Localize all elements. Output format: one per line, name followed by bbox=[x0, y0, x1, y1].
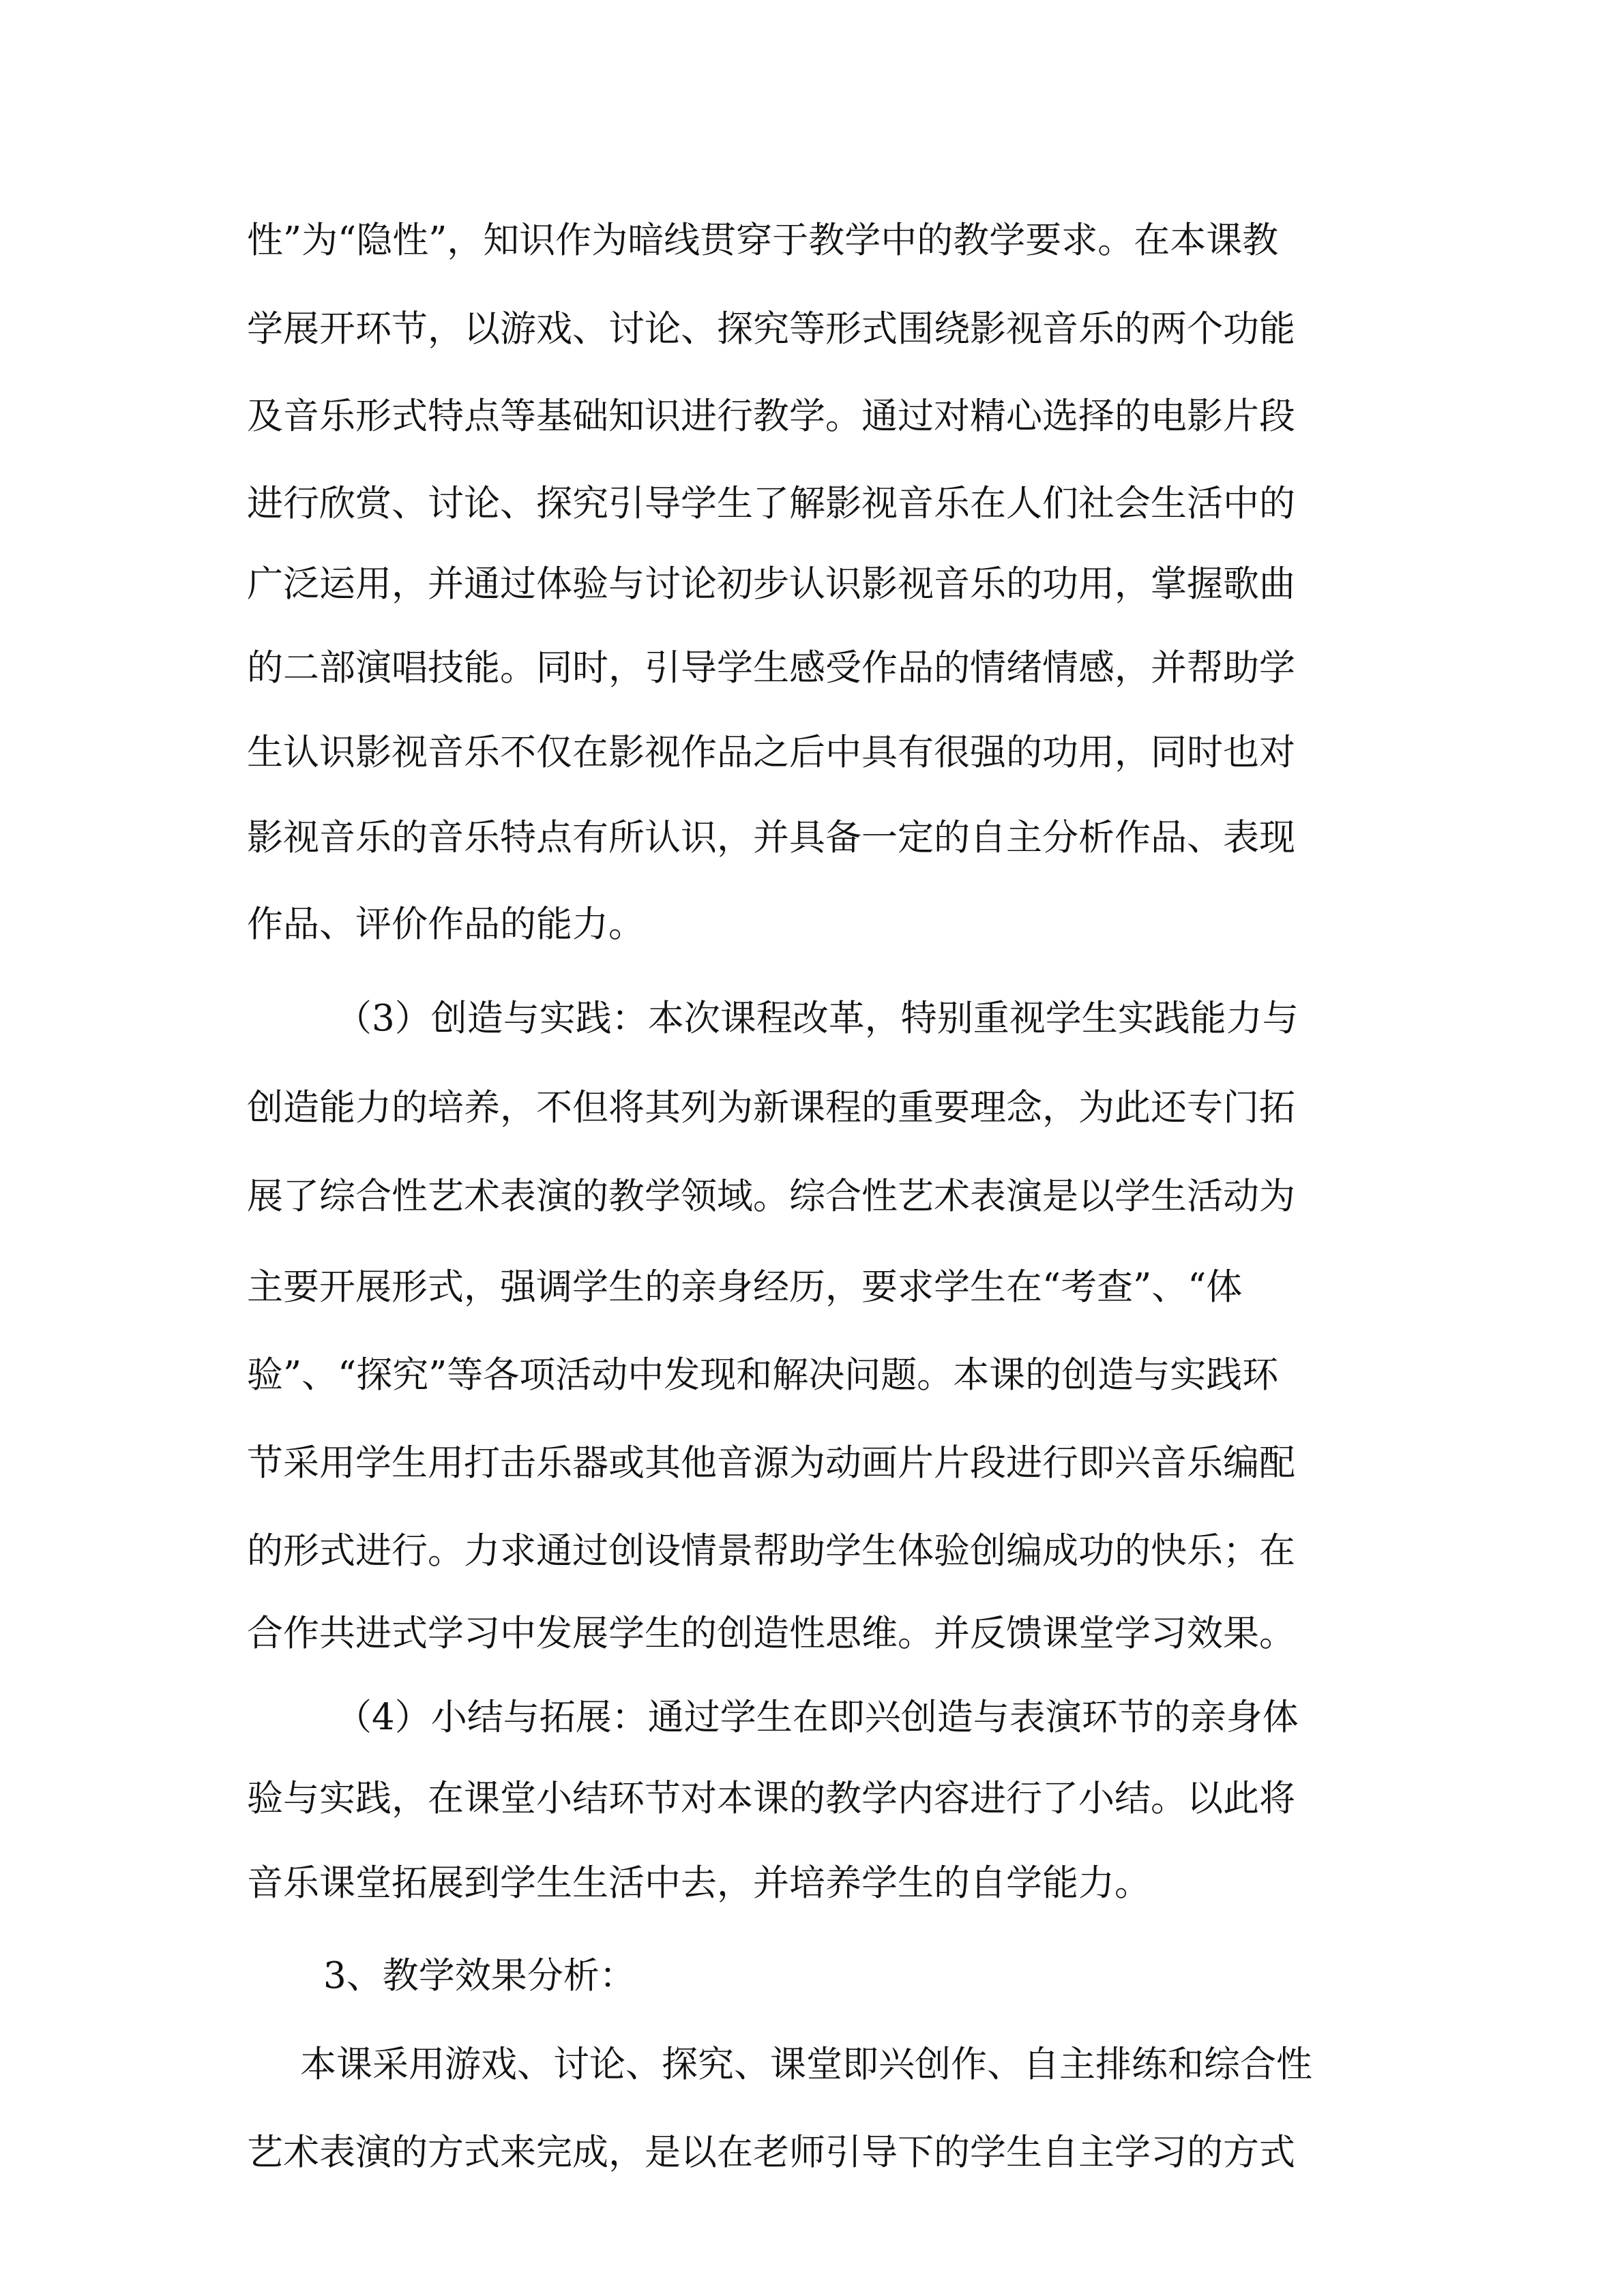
text-line: 本课采用游戏、讨论、探究、课堂即兴创作、自主排练和综合性 bbox=[300, 2044, 1312, 2085]
text-line: 展了综合性艺术表演的教学领域。综合性艺术表演是以学生活动为 bbox=[247, 1176, 1295, 1217]
text-line: 性”为“隐性”，知识作为暗线贯穿于教学中的教学要求。在本课教 bbox=[247, 220, 1279, 261]
text-line: 影视音乐的音乐特点有所认识，并具备一定的自主分析作品、表现 bbox=[247, 817, 1295, 859]
text-line: 艺术表演的方式来完成，是以在老师引导下的学生自主学习的方式 bbox=[247, 2132, 1295, 2173]
text-line: 创造能力的培养，不但将其列为新课程的重要理念，为此还专门拓 bbox=[247, 1087, 1295, 1129]
text-line: 及音乐形式特点等基础知识进行教学。通过对精心选择的电影片段 bbox=[247, 396, 1295, 437]
text-line: 作品、评价作品的能力。 bbox=[247, 904, 645, 945]
text-line: 主要开展形式，强调学生的亲身经历，要求学生在“考查”、“体 bbox=[247, 1266, 1243, 1308]
text-line: 生认识影视音乐不仅在影视作品之后中具有很强的功用，同时也对 bbox=[247, 732, 1295, 773]
paragraph-heading-summary-extension: （4）小结与拓展：通过学生在即兴创造与表演环节的亲身体 bbox=[336, 1697, 1299, 1738]
text-line: 合作共进式学习中发展学生的创造性思维。并反馈课堂学习效果。 bbox=[247, 1613, 1295, 1654]
text-line: 音乐课堂拓展到学生生活中去，并培养学生的自学能力。 bbox=[247, 1862, 1151, 1904]
text-line: 的二部演唱技能。同时，引导学生感受作品的情绪情感，并帮助学 bbox=[247, 647, 1295, 689]
text-line: 广泛运用，并通过体验与讨论初步认识影视音乐的功用，掌握歌曲 bbox=[247, 563, 1295, 605]
text-line: 进行欣赏、讨论、探究引导学生了解影视音乐在人们社会生活中的 bbox=[247, 483, 1295, 524]
text-line: 学展开环节，以游戏、讨论、探究等形式围绕影视音乐的两个功能 bbox=[247, 308, 1295, 350]
text-line: 验”、“探究”等各项活动中发现和解决问题。本课的创造与实践环 bbox=[247, 1354, 1279, 1396]
section-heading-teaching-effect: 3、教学效果分析： bbox=[323, 1955, 636, 1997]
text-line: 验与实践，在课堂小结环节对本课的教学内容进行了小结。以此将 bbox=[247, 1778, 1295, 1819]
text-line: 的形式进行。力求通过创设情景帮助学生体验创编成功的快乐；在 bbox=[247, 1530, 1295, 1572]
paragraph-heading-creation-practice: （3）创造与实践：本次课程改革，特别重视学生实践能力与 bbox=[336, 998, 1299, 1039]
text-line: 节采用学生用打击乐器或其他音源为动画片片段进行即兴音乐编配 bbox=[247, 1442, 1295, 1484]
